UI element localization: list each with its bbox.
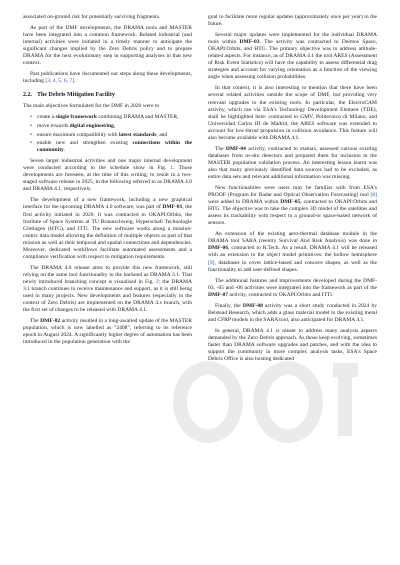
section-title: The Debris Mitigation Facility	[37, 92, 115, 99]
paragraph: In general, DRAMA 4.1 is meant to address many analysis aspects demanded by the Zero Debris approach. As those keep evolving, sometimes faster than DRAMA software upgrades and patches, and with the idea to support the community in more complex analysis tasks, ESA's Space Debris Office is also hosting dedicated	[208, 327, 377, 363]
paragraph	[23, 197, 192, 260]
paragraph-text: activity, contracted to etamax, assessed various existing databases from in-situ detectors and prepared them for inclusion in the MASTER population validation process. An interesting lesson learnt was also that many previously identified data sources had to be excluded, as entire data sets and relevant additional information was missing.	[208, 145, 378, 180]
paragraph-text: The development of a new framework, including a new graphical interface for the upcoming DRAMA 4.0 software, was part of	[23, 197, 192, 211]
list-text-bold: latest standards	[118, 131, 157, 138]
figure-ref-link[interactable]: 1	[170, 165, 174, 172]
paragraph	[23, 265, 192, 314]
paragraph: In that context, it is also interesting to mention that there have been several related activities outside the scope of DMF, but providing very relevant upgrades to the existing tools. In particular, the ElectroCAM activity, which ran via ESA's Technology Development Element (TDE), shall be highlighted here: contracted to GMV, Politecnico di Milano, and Universidad Carlos III de Madrid, the ARES software was extended to account for low-thrust propulsion in collision avoidance. This feature will also become available with DRAMA 4.1.	[208, 85, 377, 141]
list-text: .	[63, 147, 66, 154]
paragraph: The DMF-02 activity resulted in a long-awaited update of the MASTER population, which is now labelled as "2408", referring to its reference epoch in August 2024. A significantly higher degree of automation has been introduced in the population generation with the	[23, 318, 193, 346]
list-item	[37, 132, 192, 139]
paragraph-text: , contracted to OKAPI:Orbits and HTG. The objective was to take the complex 3D model of the satellites and assess its trackability with respect to a ground-or space-based network of sensors.	[208, 199, 377, 227]
paragraph-text: The	[215, 145, 226, 152]
paragraph	[208, 146, 377, 181]
paragraph	[208, 185, 377, 227]
paragraph-text: , databases to cover lattice-based and concave shapes, as well as the functionality to add user-defined shapes.	[208, 259, 377, 273]
paragraph-text: : the DRAMA 3.1 branch continues to receive maintenance and support, as it is still being used in many projects. New developments and features (especially in the context of Zero Debris) are implemented on the DRAMA 4.x branch, with the first set of changes to be released with DRAMA 4.1.	[23, 278, 192, 314]
paragraph-text: Seven larger industrial activities and one major internal development were conducted according to the schedule show in Fig.	[23, 158, 192, 172]
paragraph: The main objectives formulated for the DMF in 2020 were to	[23, 103, 160, 110]
list-text: create a	[37, 114, 56, 121]
citation-link[interactable]: [9]	[208, 259, 215, 266]
paragraph-text: activity was a short study conducted in 2024 by Belstead Research, which adds a glass material model to the existing metal and CFRP models in the SARA tool, also anticipated for DRAMA 4.1.	[208, 302, 377, 323]
paragraph-text: The DRAMA 4.0 release aims to provide this new framework, still relying on the same tool functionality in the backend as DRAMA 3.1. That newly introduced branching concept is visualised in Fig.	[23, 264, 192, 285]
paragraph-text: , contracted to R.Tech. As a result, DRAMA 4.1 will be released with an extension to the object model primitives: the hollow hemisphere	[208, 245, 377, 259]
list-text: , and	[156, 131, 168, 138]
list-text-bold: connections within the community	[37, 140, 192, 154]
paragraph-text: Finally, the	[215, 302, 243, 309]
section-heading	[23, 91, 192, 99]
list-text: ensure maximum compatibility with	[37, 131, 119, 138]
paragraph-text: Past publications have documented our steps along these developments, including	[23, 71, 192, 85]
citation-link[interactable]: [8]	[370, 192, 377, 199]
figure-ref-link[interactable]: 2	[155, 278, 159, 285]
paragraph-text: activity resulted in a long-awaited update of the MASTER population, which is now labelled as "2408", referring to its reference epoch in August 2024. A significantly higher degree of automation has been introduced in the population generation with the	[23, 318, 193, 346]
paragraph	[208, 231, 377, 273]
paragraph	[23, 158, 192, 193]
paragraph-text: . The activity was contracted to Deimos Space, OKAPI:Orbits, and HTG. The primary objective was to address attitude-related aspects. For instance, as of DRAMA 4.1 the tool ARES (Assessment of Risk Event Statistics) will have the capability to assess differential drag strategies and account for varying orientation as a function of the viewing angle when assessing collision probabilities.	[208, 39, 377, 81]
paragraph-text: , the first activity initiated in 2020. It was contracted to OKAPI:Orbits, the Institute of Space Systems at TU Braunschweig, Hyperschall Technologie Göttingen (HTG), and ITTi. The new software works along a mission-centric data model allowing the definition of multiple objects as part of that mission as well as their temporal and spatial connections and dependencies. Moreover, dedicated workflows facilitate automated assessments and a compliance verification with respect to mitigation requirements.	[23, 204, 192, 260]
paragraph: goal to facilitate more regular updates (approximately once per year) in the future.	[208, 14, 377, 28]
list-text: enable new and strengthen existing	[37, 140, 133, 147]
section-number: 2.2.	[23, 92, 32, 99]
activity-id: DMF-05	[280, 199, 301, 206]
paragraph-text: . Those developments are foreseen, at the time of this writing, to result in a two-staged software release in 2025, in the following referred to as DRAMA 4.0 and DRAMA 4.1, respectively.	[23, 165, 192, 193]
paragraph: As part of the DMF developments, the DRAMA tools and MASTER have been integrated into a common framework. Related industrial (and internal) activities were initiated in a timely manner to anticipate the significant changes implied by the Zero Debris policy and to prepare DRAMA for the next evolutionary step in supporting analyses in that new context.	[23, 25, 192, 67]
paragraph-text: New functionalities were users may be familiar with from ESA's PROOF (Program for Radar and Optical Observation Forecasting) tool	[208, 185, 377, 199]
activity-id: DMF-08	[242, 302, 263, 309]
list-text: move towards	[37, 123, 70, 130]
list-item	[37, 114, 192, 121]
activity-id: DMF-01	[162, 204, 183, 211]
paragraph-text: The additional features and improvements developed during the DMF-03, -05 and -06 activities were integrated into the framework as part of the	[208, 277, 377, 291]
list-item	[37, 123, 192, 130]
citation-link[interactable]: [3, 4, 5, 6, 7]	[45, 78, 74, 85]
list-text-bold: single framework	[55, 114, 97, 121]
paragraph-text: activity, contracted to OKAPI:Orbits and ITTi.	[228, 291, 334, 298]
list-text-bold: digital engineering	[69, 123, 114, 130]
paragraph: associated on-ground risk for potentially surviving fragments.	[23, 14, 161, 20]
activity-id: DMF-04	[225, 145, 246, 152]
right-column	[208, 14, 377, 367]
paragraph	[23, 71, 192, 85]
paragraph	[208, 303, 377, 324]
paragraph	[208, 32, 377, 81]
activity-id: DMF-02	[40, 318, 61, 325]
paragraph	[208, 278, 377, 299]
paragraph-text: Several major updates were implemented for the individual DRAMA tools within	[208, 32, 377, 46]
activity-id: DMF-07	[208, 291, 229, 298]
paragraph-text: .	[74, 78, 76, 85]
activity-id: DMF-06	[208, 245, 229, 252]
left-column	[23, 14, 192, 350]
objectives-list	[23, 114, 192, 154]
activity-id: DMF-03	[239, 39, 260, 46]
list-item	[37, 140, 192, 154]
paragraph-text: were added to DRAMA within	[208, 199, 281, 206]
list-text: combining DRAMA and MASTER,	[96, 114, 179, 121]
paragraph-text: An extension of the existing aero-thermal database module in the DRAMA tool SARA (reentry Survival And Risk Analysis) was done in	[208, 231, 377, 245]
list-text: ,	[113, 123, 116, 130]
paper-page	[23, 14, 377, 554]
